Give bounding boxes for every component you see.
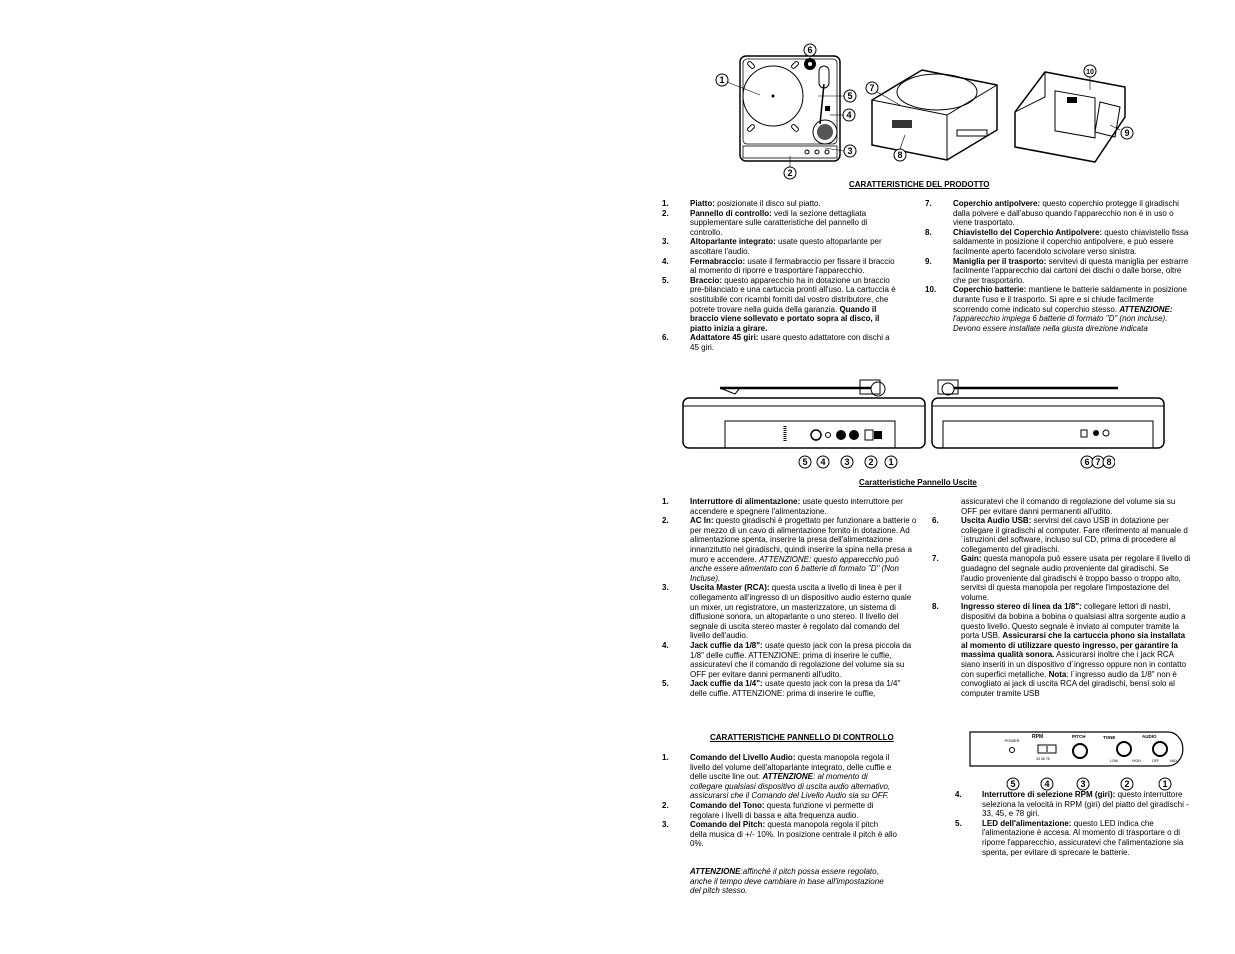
out-callout-3: 3 xyxy=(844,457,850,467)
callouts-outputs xyxy=(795,452,1115,472)
item-t: posizionate il disco sul piatto. xyxy=(714,199,821,208)
item-number: 1. xyxy=(662,497,669,506)
tone-knob-icon xyxy=(1117,742,1131,756)
item-number: 4. xyxy=(662,256,669,266)
list-item xyxy=(955,819,1191,857)
list-item xyxy=(662,276,897,334)
item-t: questo LED indica che l'alimentazione è accesa. Al momento di trasportare o di riporre l'apparecchio, assicuratevi che l'alimentazione sia spenta, per evitare di sprecare le batterie. xyxy=(982,818,1184,857)
item-text xyxy=(690,497,919,516)
out-callout-7: 7 xyxy=(1095,457,1101,467)
item-t: questo coperchio protegge il giradischi dalla polvere e dall'abuso quando l'apparecchio non è in uso o viene trasportato. xyxy=(953,199,1179,228)
item-text xyxy=(690,801,897,820)
item-number: 2. xyxy=(662,516,669,526)
label-audio: AUDIO xyxy=(1142,734,1157,739)
item-b: Coperchio antipolvere: xyxy=(953,199,1041,208)
ctrl-callout-5: 5 xyxy=(1010,779,1016,789)
label-rpm: RPM xyxy=(1032,734,1044,740)
item-number: 1. xyxy=(662,753,669,762)
item-text xyxy=(690,820,897,849)
item-b: Altoparlante integrato: xyxy=(690,237,776,247)
list-item xyxy=(925,285,1191,333)
item-i: : al momento di collegare qualsiasi dispositivo di uscita audio alternativo, assicurarsi che il Comando del Livello Audio sia su OFF. xyxy=(690,772,891,801)
item-number: 5. xyxy=(662,679,669,689)
callout-7: 7 xyxy=(869,83,875,93)
power-led-icon xyxy=(1010,748,1015,753)
callout-5: 5 xyxy=(847,91,853,101)
label-power: POWER xyxy=(1004,738,1020,743)
label-rpm-values: 33 45 78 xyxy=(1036,757,1050,761)
item-number: 7. xyxy=(932,554,939,564)
list-item xyxy=(925,199,1191,228)
item-t: usate questo jack con la presa da 1/4" delle cuffie. ATTENZIONE: prima di inserire le cuffie, xyxy=(690,679,901,698)
ctrl-callout-2: 2 xyxy=(1124,779,1130,789)
pitch-note: ATTENZIONE:affinché il pitch possa essere regolato, anche il tempo deve cambiare in base all'impostazione del pitch stesso. xyxy=(690,867,884,896)
item-b: Piatto: xyxy=(690,199,715,208)
item-number: 3. xyxy=(662,820,669,830)
item-b: Braccio: xyxy=(690,275,723,285)
item-b: Interruttore di alimentazione: xyxy=(690,497,801,506)
item-b: Interruttore di selezione RPM (giri): xyxy=(982,790,1116,799)
item-t: vedi la sezione dettagliata supplementare sulle caratteristiche del pannello di controllo. xyxy=(690,208,868,237)
callout-6: 6 xyxy=(807,45,813,55)
item-bi: ATTENZIONE xyxy=(762,772,814,782)
item-b: Ingresso stereo di linea da 1/8": xyxy=(961,602,1082,612)
ctrl-callout-1: 1 xyxy=(1162,779,1168,789)
item-t: questo apparecchio ha in dotazione un braccio pre-bilanciato e una cartuccia pronti all'uso. La cartuccia è sostituibile con ricambi forniti dal vostro distributore, che potrete trovare nella guida della garanzia. xyxy=(690,275,896,314)
item-b2: Assicurarsi che la cartuccia phono sia installata al momento di utilizzare questo ingresso, per garantire la massima qualità sonora. xyxy=(961,631,1186,660)
item-i: ATTENZIONE: questo apparecchio può anche essere alimentato con 6 batterie di formato "D" (Non Incluse). xyxy=(690,554,899,583)
item-text xyxy=(953,257,1191,286)
item-number: 3. xyxy=(662,583,669,593)
item-text xyxy=(953,228,1191,257)
callouts-top xyxy=(700,40,1145,185)
item-b: Fermabraccio: xyxy=(690,256,746,266)
item-bi: ATTENZIONE: xyxy=(1119,304,1173,314)
list-item xyxy=(662,679,919,698)
list-item xyxy=(662,516,919,583)
item-t: servirsi del cavo USB in dotazione per collegare il giradischi al computer. Fare riferimento al manuale d´istruzioni del software, incluso sul CD, prima di procedere al collegamento del giradischi. xyxy=(961,516,1188,554)
item-t: questa funzione vi permette di regolare i livelli di bassa e alta frequenza audio. xyxy=(690,800,874,820)
list-item xyxy=(955,790,1191,819)
item-text xyxy=(690,199,897,209)
item-text xyxy=(690,679,919,698)
ctrl-callout-3: 3 xyxy=(1080,779,1086,789)
label-tone: TONE xyxy=(1103,735,1116,740)
item-text xyxy=(961,554,1193,602)
item-text xyxy=(690,753,897,801)
item-t2: Assicurarsi inoltre che i jack RCA siano inseriti in un dispositivo d´ingresso oppure non in contatto con superfici metalliche. xyxy=(961,650,1187,679)
item-text xyxy=(982,819,1191,857)
list-item xyxy=(662,257,897,276)
item-text xyxy=(690,257,897,276)
item-b: Jack cuffie da 1/8": xyxy=(690,640,763,650)
list-item xyxy=(932,602,1193,698)
item-number: 3. xyxy=(662,237,669,247)
item-b2: Quando il braccio viene sollevato e portato sopra al disco, il piatto inizia a girare. xyxy=(690,304,880,333)
item-i: l'apparecchio impiega 6 batterie di formato "D" (non incluse). Devono essere installate nella giusta direzione indicata xyxy=(953,314,1168,333)
item-number: 1. xyxy=(662,199,669,208)
out-callout-4: 4 xyxy=(820,457,826,467)
item-text xyxy=(961,602,1193,698)
list-item xyxy=(662,209,897,238)
list-item xyxy=(662,583,919,641)
item-b: Pannello di controllo: xyxy=(690,208,772,218)
list-item xyxy=(662,753,897,801)
outputs-right-continuation: assicuratevi che il comando di regolazione del volume sia su OFF per evitare danni permanenti all'udito. xyxy=(961,497,1176,516)
item-t: mantiene le batterie saldamente in posizione durante l'uso e il trasporto. Si apre e si chiude facilmente scorrendo come indicato sul coperchio stesso. xyxy=(953,285,1187,314)
item-b: AC In: xyxy=(690,516,714,526)
item-text xyxy=(953,199,1191,228)
list-item xyxy=(662,497,919,516)
list-item xyxy=(925,228,1191,257)
callout-3: 3 xyxy=(847,146,853,156)
item-t: usate questo interruttore per accendere e spegnere l'alimentazione. xyxy=(690,497,903,516)
item-number: 7. xyxy=(925,199,932,208)
item-number: 5. xyxy=(955,818,962,828)
item-text xyxy=(690,209,897,238)
callout-10: 10 xyxy=(1086,69,1094,76)
item-text xyxy=(690,276,897,334)
label-off: OFF xyxy=(1152,759,1159,763)
item-t: questo interruttore seleziona la velocità in RPM (giri) del piatto del giradischi - 33, 45, e 78 giri. xyxy=(982,790,1189,819)
item-number: 10. xyxy=(925,285,937,295)
label-low: LOW xyxy=(1110,759,1118,763)
audio-knob-icon xyxy=(1153,742,1167,756)
item-t: questo giradischi è progettato per funzionare a batterie o per mezzo di un cavo di alimentazione fornito in dotazione. Ad alimentazione spenta, inserire la presa dell'alimentazione innanzitutto nel giradischi, quindi inserire la spina nella presa a muro e accendere. xyxy=(690,516,917,564)
item-t: questa uscita a livello di linea è per il collegamento all'ingresso di un dispositivo audio esterno quale un mixer, un registratore, un masterizzatore, un sistema di diffusione sonora, un altoparlante o uno stereo. Il livello del segnale di uscita stereo master è regolato dal comando del livello dell'audio. xyxy=(690,583,912,641)
item-text xyxy=(953,285,1191,333)
item-b: Adattatore 45 giri: xyxy=(690,333,759,343)
item-t: servitevi di questa maniglia per estrarre facilmente l'apparecchio dai cartoni dei dischi o dalle borse, oltre che per trasportarlo. xyxy=(953,256,1189,285)
item-number: 6. xyxy=(662,333,669,343)
item-b3: Nota xyxy=(1048,669,1067,679)
item-t: questa manopola regola il livello del volume dell'altoparlante integrato, delle cuffie e delle uscite line out. xyxy=(690,753,892,782)
features-list-left xyxy=(662,199,897,353)
heading-controls: CARATTERISTICHE PANNELLO DI CONTROLLO xyxy=(710,733,894,742)
item-number: 2. xyxy=(662,208,669,218)
item-t3: : l´ingresso audio da 1/8" non è convogliato ai jack di uscita RCA del giradischi, bensì solo al computer tramite USB xyxy=(961,669,1177,698)
item-number: 6. xyxy=(932,516,939,525)
callout-8: 8 xyxy=(897,150,903,160)
item-t: usate il fermabraccio per fissare il braccio al momento di riporre e trasportare l'apparecchio. xyxy=(690,256,895,276)
item-b: LED dell'alimentazione: xyxy=(982,818,1072,828)
callout-9: 9 xyxy=(1124,128,1130,138)
item-number: 4. xyxy=(955,790,962,799)
item-b: Coperchio batterie: xyxy=(953,285,1027,295)
label-high: HIGH xyxy=(1132,759,1141,763)
out-callout-6: 6 xyxy=(1084,457,1090,467)
item-b: Comando del Pitch: xyxy=(690,820,766,830)
list-item xyxy=(925,257,1191,286)
item-number: 4. xyxy=(662,640,669,650)
outputs-list-left xyxy=(662,497,919,698)
out-callout-5: 5 xyxy=(802,457,808,467)
outputs-list-right xyxy=(932,516,1193,698)
item-t: usate questo altoparlante per ascoltare l'audio. xyxy=(690,237,882,256)
list-item xyxy=(662,801,897,820)
item-number: 9. xyxy=(925,256,932,266)
item-b: Maniglia per il trasporto: xyxy=(953,256,1047,266)
callout-4: 4 xyxy=(846,110,852,120)
item-b: Chiavistello del Coperchio Antipolvere: xyxy=(953,227,1103,237)
controls-list-right xyxy=(955,790,1191,857)
item-number: 5. xyxy=(662,275,669,285)
list-item xyxy=(662,333,897,352)
list-item xyxy=(932,554,1193,602)
item-t: usare questo adattatore con dischi a 45 giri. xyxy=(690,333,890,352)
callout-2: 2 xyxy=(787,168,793,178)
item-text xyxy=(982,790,1191,819)
label-max: MAX xyxy=(1170,759,1178,763)
features-list-right xyxy=(925,199,1191,333)
item-text xyxy=(961,516,1193,554)
heading-outputs: Caratteristiche Pannello Uscite xyxy=(859,478,977,487)
controls-list-left xyxy=(662,753,897,849)
item-b: Gain: xyxy=(961,554,982,564)
pitch-knob-icon xyxy=(1073,744,1087,758)
item-text xyxy=(690,583,919,641)
item-t: questa manopola può essere usata per regolare il livello di guadagno del segnale audio proveniente dal giradischi. Se l'audio proveniente dal giradischi è troppo basso o troppo alto, servitsi di questa manopola per regolare l'impostazione del volume. xyxy=(961,554,1191,602)
item-text xyxy=(690,516,919,583)
list-item xyxy=(662,237,897,256)
item-number: 8. xyxy=(932,602,939,612)
out-callout-2: 2 xyxy=(868,457,874,467)
list-item xyxy=(662,199,897,209)
item-t: questa manopola regola il pitch della musica di +/- 10%. In posizione centrale il pitch è allo 0%. xyxy=(690,820,897,849)
out-callout-8: 8 xyxy=(1106,457,1112,467)
item-number: 2. xyxy=(662,800,669,810)
callout-1: 1 xyxy=(719,75,725,85)
heading-features: CARATTERISTICHE DEL PRODOTTO xyxy=(849,180,990,189)
label-pitch: PITCH xyxy=(1072,734,1086,739)
item-b: Uscita Audio USB: xyxy=(961,516,1032,525)
item-t: questo chiavistello fissa saldamente in posizione il coperchio antipolvere, e può essere facilmente aperto facendolo scivolare verso sinistra. xyxy=(953,227,1189,256)
item-t: usate questo jack con la presa piccola da 1/8" delle cuffie. ATTENZIONE: prima di inserire le cuffie, assicuratevi che il comando di regolazione del volume sia su OFF per evitare danni permanenti all'udito. xyxy=(690,640,912,679)
item-text xyxy=(690,237,897,256)
item-b: Jack cuffie da 1/4": xyxy=(690,679,763,689)
item-b: Uscita Master (RCA): xyxy=(690,583,770,593)
out-callout-1: 1 xyxy=(888,457,894,467)
ctrl-callout-4: 4 xyxy=(1044,779,1050,789)
item-b: Comando del Tono: xyxy=(690,800,765,810)
item-number: 8. xyxy=(925,227,932,237)
list-item xyxy=(932,516,1193,554)
item-b: Comando del Livello Audio: xyxy=(690,753,796,762)
list-item xyxy=(662,641,919,679)
item-text xyxy=(690,333,897,352)
list-item xyxy=(662,820,897,849)
item-t: collegare lettori di nastri, dispositivi da bobina a bobina o qualsiasi altra sorgente audio a questo livello. Questo segnale è inviato al computer tramite la porta USB. xyxy=(961,602,1186,641)
item-text xyxy=(690,641,919,679)
